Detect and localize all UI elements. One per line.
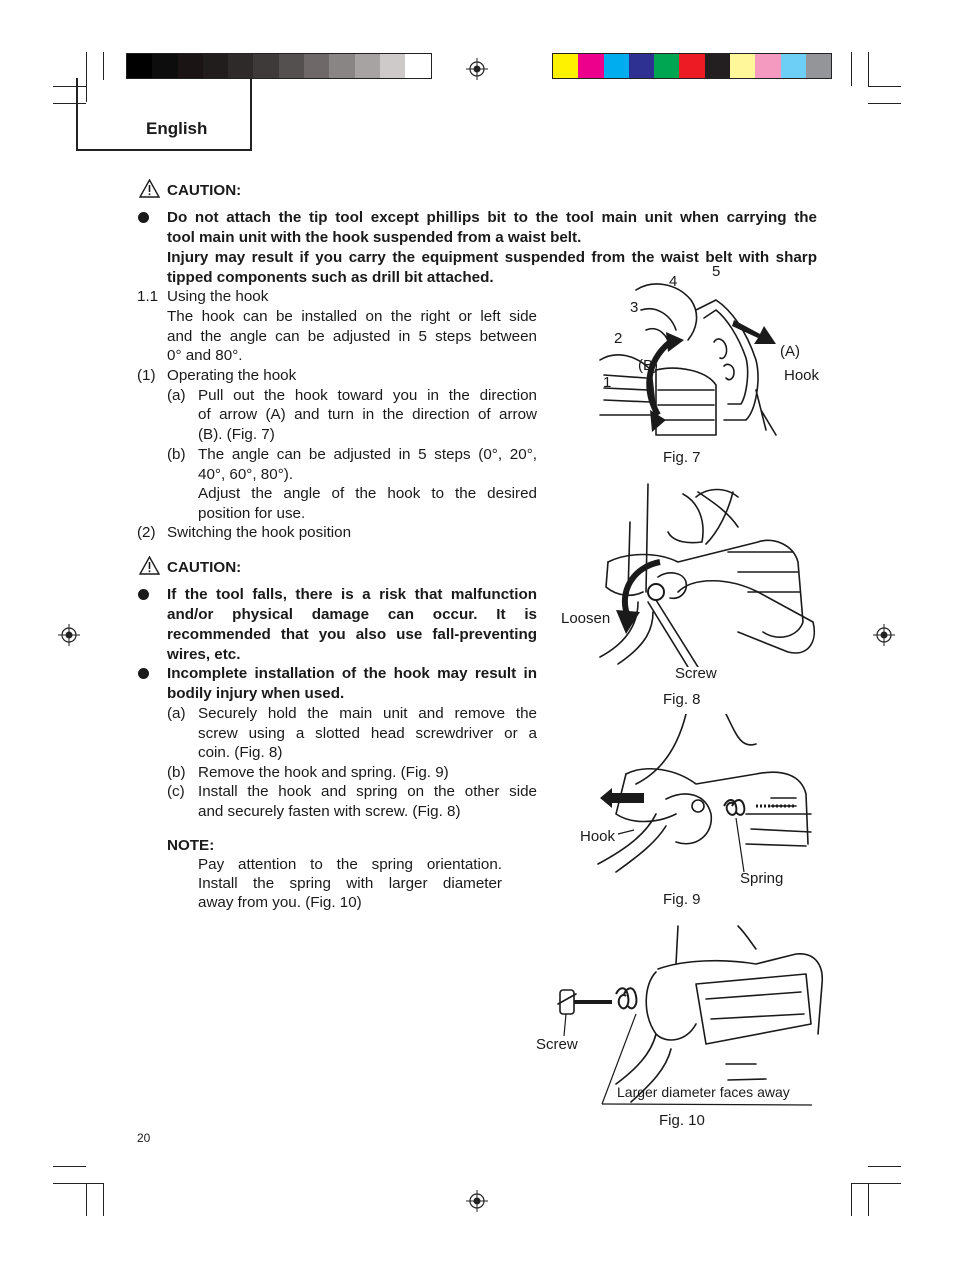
caution-text-line: recommended that you also use fall-preventing (167, 626, 537, 643)
calibration-swatch (679, 54, 704, 78)
section-heading: Using the hook (167, 288, 269, 305)
item-label: (b) (167, 446, 186, 463)
note-title: NOTE: (167, 837, 215, 854)
fig8-illustration (598, 482, 823, 667)
bullet (138, 589, 149, 600)
caution-text-line: tipped components such as drill bit attached. (167, 269, 494, 286)
fig7-step-2: 2 (614, 330, 623, 347)
color-calibration-bar (552, 53, 832, 79)
subsection-heading: Switching the hook position (167, 524, 352, 541)
caution-title: CAUTION: (167, 182, 242, 199)
fig8-loosen-label: Loosen (561, 610, 611, 627)
body-line: coin. (Fig. 8) (198, 744, 283, 761)
body-line: Pull out the hook toward you in the direction (198, 387, 537, 404)
caution-text-line: If the tool falls, there is a risk that malfunction (167, 586, 537, 603)
fig7-arrow-b-label: (B) (638, 357, 658, 374)
body-line: 40°, 60°, 80°). (198, 466, 294, 483)
fig9-hook-label: Hook (580, 828, 616, 845)
registration-mark-left (58, 624, 80, 646)
calibration-swatch (127, 54, 152, 78)
calibration-swatch (329, 54, 354, 78)
body-line: screw using a slotted head screwdriver or a (198, 725, 537, 742)
fig7-step-1: 1 (603, 374, 612, 391)
fig10-illustration (556, 924, 828, 1108)
language-tab-box (76, 78, 252, 151)
caution-title: CAUTION: (167, 559, 242, 576)
calibration-swatch (730, 54, 755, 78)
body-line: Adjust the angle of the hook to the desired (198, 485, 537, 502)
body-line: and securely fasten with screw. (Fig. 8) (198, 803, 461, 820)
body-line: The angle can be adjusted in 5 steps (0°, 20°, (198, 446, 537, 463)
item-label: (c) (167, 783, 185, 800)
body-line: The hook can be installed on the right or left side (167, 308, 537, 325)
gray-scale-bar (126, 53, 432, 79)
calibration-swatch (553, 54, 578, 78)
crop-mark-bl-v1 (86, 1183, 87, 1216)
caution-text-line: Do not attach the tip tool except phillips bit to the tool main unit when carrying the (167, 209, 817, 226)
calibration-swatch (806, 54, 831, 78)
crop-mark-br-h1 (868, 1166, 901, 1167)
calibration-swatch (604, 54, 629, 78)
crop-mark-tr-v1 (851, 52, 852, 86)
calibration-swatch (781, 54, 806, 78)
fig8-caption: Fig. 8 (663, 691, 701, 708)
body-line: and the angle can be adjusted in 5 steps between (167, 328, 537, 345)
page-number: 20 (137, 1131, 151, 1145)
item-label: (a) (167, 705, 186, 722)
body-line: position for use. (198, 505, 306, 522)
calibration-swatch (178, 54, 203, 78)
fig9-illustration (596, 714, 826, 874)
body-line: Remove the hook and spring. (Fig. 9) (198, 764, 449, 781)
caution-text-line: tool main unit with the hook suspended from a waist belt. (167, 229, 582, 246)
fig9-spring-label: Spring (740, 870, 784, 887)
crop-mark-tr-v2 (868, 52, 869, 86)
fig7-hook-label: Hook (784, 367, 820, 384)
calibration-swatch (705, 54, 730, 78)
calibration-swatch (152, 54, 177, 78)
body-line: 0° and 80°. (167, 347, 243, 364)
language-label: English (146, 119, 208, 138)
fig10-screw-label: Screw (536, 1036, 578, 1053)
crop-mark-br-h2 (851, 1183, 901, 1184)
crop-mark-br-v2 (868, 1183, 869, 1216)
body-line: Install the hook and spring on the other side (198, 783, 537, 800)
fig8-screw-label: Screw (675, 665, 717, 682)
subsection-number: (1) (137, 367, 156, 384)
caution-text-line: and/or physical damage can occur. It is (167, 606, 537, 623)
warning-icon (139, 556, 160, 575)
caution-text-line: bodily injury when used. (167, 685, 345, 702)
crop-mark-tr-h1 (868, 86, 901, 87)
fig7-step-5: 5 (712, 263, 721, 280)
warning-icon (139, 179, 160, 198)
crop-mark-bl-h1 (53, 1166, 86, 1167)
item-label: (b) (167, 764, 186, 781)
caution-text-line: Incomplete installation of the hook may result in (167, 665, 537, 682)
body-line: (B). (Fig. 7) (198, 426, 275, 443)
fig7-step-4: 4 (669, 273, 678, 290)
body-line: of arrow (A) and turn in the direction of arrow (198, 406, 537, 423)
calibration-swatch (405, 54, 430, 78)
calibration-swatch (228, 54, 253, 78)
fig9-caption: Fig. 9 (663, 891, 701, 908)
registration-mark-top (466, 58, 488, 80)
fig10-note-label: Larger diameter faces away (617, 1084, 790, 1100)
caution-text-line: Injury may result if you carry the equipment suspended from the waist belt with sharp (167, 249, 817, 266)
calibration-swatch (203, 54, 228, 78)
calibration-swatch (629, 54, 654, 78)
caution-text-line: wires, etc. (167, 646, 241, 663)
registration-mark-bottom (466, 1190, 488, 1212)
calibration-swatch (755, 54, 780, 78)
crop-mark-tr-h2 (868, 103, 901, 104)
crop-mark-bl-h2 (53, 1183, 103, 1184)
fig7-arrow-a-label: (A) (780, 343, 800, 360)
calibration-swatch (304, 54, 329, 78)
calibration-swatch (654, 54, 679, 78)
bullet (138, 212, 149, 223)
section-number: 1.1 (137, 288, 159, 305)
calibration-swatch (253, 54, 278, 78)
crop-mark-bl-v2 (103, 1183, 104, 1216)
subsection-number: (2) (137, 524, 156, 541)
subsection-heading: Operating the hook (167, 367, 297, 384)
bullet (138, 668, 149, 679)
calibration-swatch (279, 54, 304, 78)
crop-mark-tl-v2 (103, 52, 104, 80)
item-label: (a) (167, 387, 186, 404)
calibration-swatch (380, 54, 405, 78)
calibration-swatch (355, 54, 380, 78)
fig10-caption: Fig. 10 (659, 1112, 705, 1129)
note-line: Install the spring with larger diameter (198, 875, 502, 892)
registration-mark-right (873, 624, 895, 646)
body-line: Securely hold the main unit and remove the (198, 705, 537, 722)
note-line: away from you. (Fig. 10) (198, 894, 362, 911)
note-line: Pay attention to the spring orientation. (198, 856, 502, 873)
fig7-caption: Fig. 7 (663, 449, 701, 466)
fig7-step-3: 3 (630, 299, 639, 316)
crop-mark-br-v1 (851, 1183, 852, 1216)
calibration-swatch (578, 54, 603, 78)
